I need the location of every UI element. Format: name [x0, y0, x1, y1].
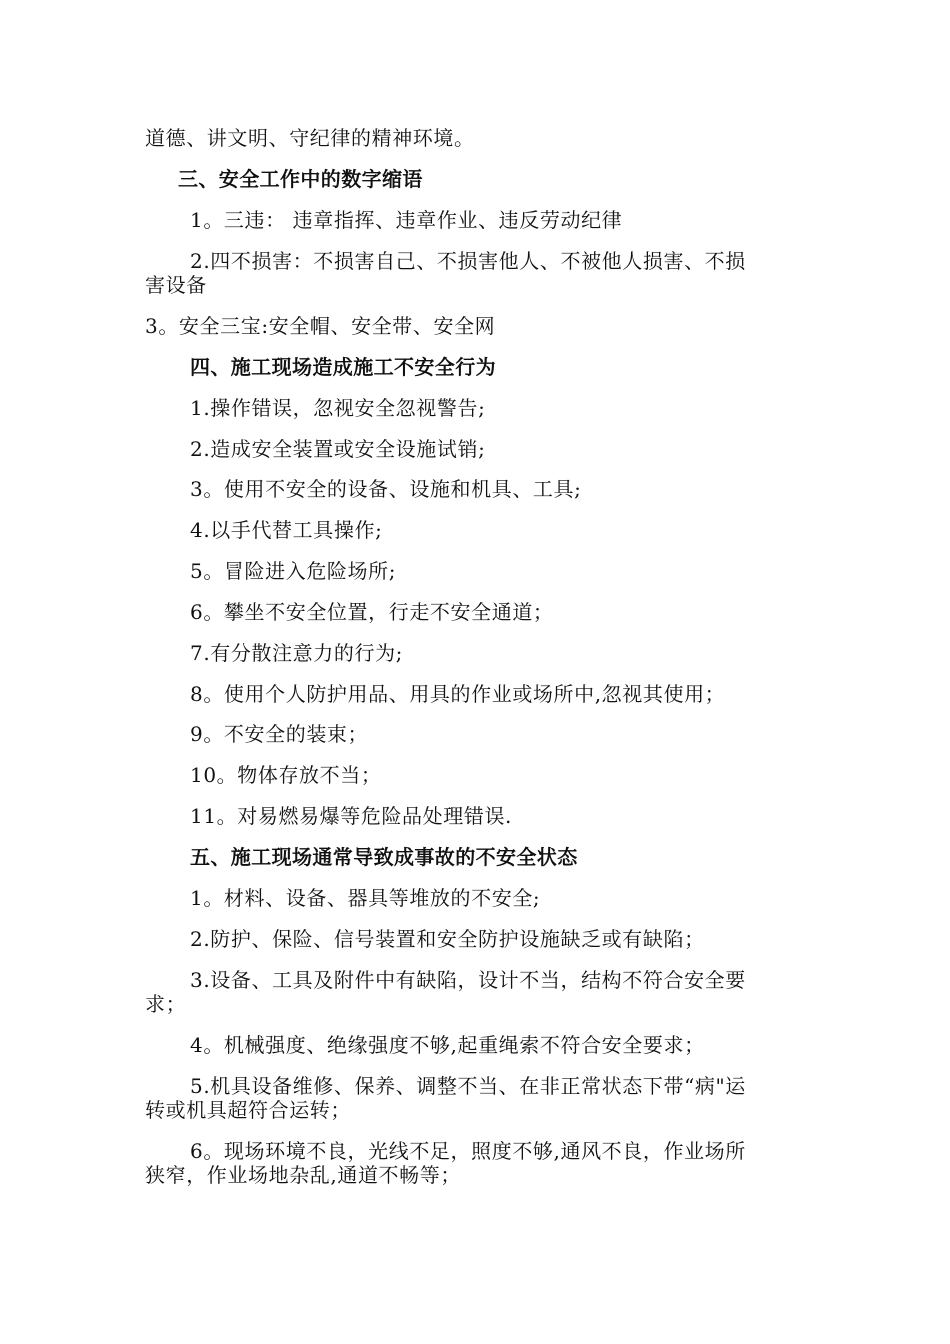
list-item: 5。冒险进入危险场所; [190, 559, 397, 583]
list-item-continuation: 狭窄，作业场地杂乱,通道不畅等； [145, 1163, 461, 1187]
list-item: 7.有分散注意力的行为; [190, 641, 404, 665]
list-item: 1。三违： 违章指挥、违章作业、违反劳动纪律 [190, 208, 623, 232]
list-item-continuation: 求； [145, 992, 187, 1016]
list-item: 5.机具设备维修、保养、调整不当、在非正常状态下带“病"运 [190, 1074, 746, 1098]
list-item: 1.操作错误，忽视安全忽视警告; [190, 396, 486, 420]
list-item: 3。使用不安全的设备、设施和机具、工具; [190, 477, 582, 501]
list-item: 6。攀坐不安全位置，行走不安全通道； [190, 600, 554, 624]
list-item: 2.造成安全装置或安全设施试销; [190, 437, 486, 461]
list-item: 10。物体存放不当； [190, 763, 382, 787]
list-item: 8。使用个人防护用品、用具的作业或场所中,忽视其使用； [190, 682, 726, 706]
list-item: 2.四不损害：不损害自己、不损害他人、不被他人损害、不损 [190, 249, 746, 273]
section-heading-3: 三、安全工作中的数字缩语 [178, 167, 423, 191]
list-item: 6。现场环境不良，光线不足，照度不够,通风不良，作业场所 [190, 1139, 746, 1163]
list-item-continuation: 转或机具超符合运转； [145, 1098, 351, 1122]
list-item: 1。材料、设备、器具等堆放的不安全; [190, 886, 541, 910]
list-item: 9。不安全的装束； [190, 722, 369, 746]
intro-line: 道德、讲文明、守纪律的精神环境。 [145, 126, 475, 150]
list-item: 3。安全三宝:安全帽、安全带、安全网 [145, 314, 496, 338]
list-item: 3.设备、工具及附件中有缺陷，设计不当，结构不符合安全要 [190, 968, 746, 992]
section-heading-5: 五、施工现场通常导致成事故的不安全状态 [190, 845, 578, 869]
list-item: 4。机械强度、绝缘强度不够,起重绳索不符合安全要求； [190, 1033, 705, 1057]
list-item: 2.防护、保险、信号装置和安全防护设施缺乏或有缺陷； [190, 927, 705, 951]
section-heading-4: 四、施工现场造成施工不安全行为 [190, 355, 496, 379]
list-item: 11。对易燃易爆等危险品处理错误. [190, 804, 513, 828]
list-item: 4.以手代替工具操作; [190, 518, 383, 542]
list-item-continuation: 害设备 [145, 273, 207, 297]
